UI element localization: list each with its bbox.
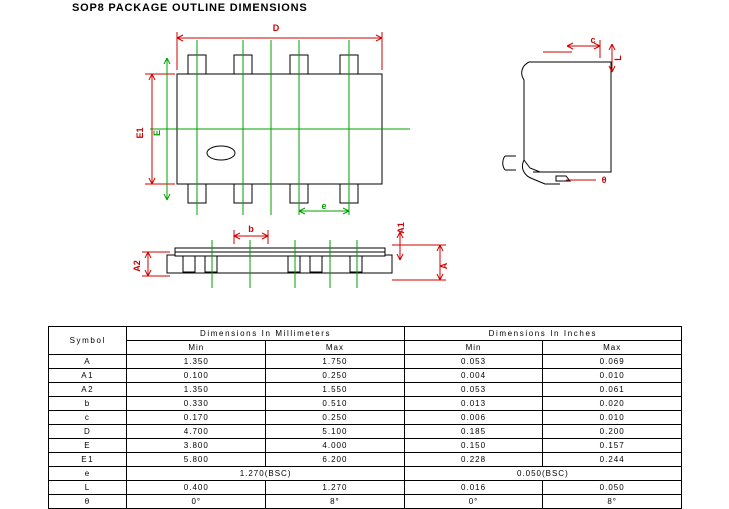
cell-in-min: 0.016 (404, 481, 543, 495)
table-row (49, 425, 682, 439)
dimension-label-A: A (439, 262, 449, 270)
dimension-label-E: E (152, 129, 162, 137)
table-row (49, 467, 682, 481)
table-row (49, 453, 682, 467)
cell-mm-max: 1.750 (266, 355, 405, 369)
cell-in-min: 0.053 (404, 355, 543, 369)
header-mm-min: Min (127, 341, 266, 355)
dimension-label-E1: E1 (135, 127, 145, 139)
cell-mm-max: 5.100 (266, 425, 405, 439)
table-row (49, 481, 682, 495)
cell-symbol: A1 (49, 369, 127, 383)
cell-symbol: E (49, 439, 127, 453)
header-millimeters: Dimensions In Millimeters (127, 327, 404, 341)
cell-mm-min: 0° (127, 495, 266, 509)
cell-symbol: L (49, 481, 127, 495)
cell-mm-min: 0.400 (127, 481, 266, 495)
cell-symbol: E1 (49, 453, 127, 467)
cell-mm-max: 1.550 (266, 383, 405, 397)
dimension-label-c: c (590, 35, 596, 45)
cell-mm-min: 5.800 (127, 453, 266, 467)
cell-symbol: A (49, 355, 127, 369)
cell-symbol: D (49, 425, 127, 439)
cell-in-max: 0.157 (543, 439, 682, 453)
table-row (49, 355, 682, 369)
cell-mm-max: 6.200 (266, 453, 405, 467)
header-in-max: Max (543, 341, 682, 355)
cell-symbol: c (49, 411, 127, 425)
cell-in-min: 0.185 (404, 425, 543, 439)
cell-in-max: 0.200 (543, 425, 682, 439)
header-symbol: Symbol (49, 327, 127, 355)
table-header-group-row (49, 327, 682, 341)
header-inches: Dimensions In Inches (404, 327, 681, 341)
cell-in-min: 0.053 (404, 383, 543, 397)
table-row (49, 397, 682, 411)
cell-mm-max: 4.000 (266, 439, 405, 453)
table-row (49, 383, 682, 397)
cell-mm-max: 0.250 (266, 411, 405, 425)
table-header-sub-row (49, 341, 682, 355)
dimension-label-D: D (272, 23, 280, 33)
cell-mm-min: 4.700 (127, 425, 266, 439)
cell-mm-max: 1.270 (266, 481, 405, 495)
cell-in-min: 0.004 (404, 369, 543, 383)
dimension-label-theta: θ (601, 175, 607, 185)
cell-in-min: 0.150 (404, 439, 543, 453)
table-row (49, 369, 682, 383)
cell-mm-min: 3.800 (127, 439, 266, 453)
cell-symbol: e (49, 467, 127, 481)
dimension-label-b: b (248, 224, 254, 234)
table-row (49, 411, 682, 425)
cell-in-max: 0.244 (543, 453, 682, 467)
cell-mm-min: 0.330 (127, 397, 266, 411)
table-row (49, 439, 682, 453)
cell-mm-min: 1.350 (127, 383, 266, 397)
cell-in-min: 0.228 (404, 453, 543, 467)
dimension-label-L: L (613, 55, 623, 61)
cell-in-min: 0.006 (404, 411, 543, 425)
cell-mm-max: 0.510 (266, 397, 405, 411)
header-in-min: Min (404, 341, 543, 355)
page-title: SOP8 PACKAGE OUTLINE DIMENSIONS (72, 2, 308, 14)
cell-in-span: 0.050(BSC) (404, 467, 681, 481)
cell-in-min: 0° (404, 495, 543, 509)
cell-in-max: 0.010 (543, 411, 682, 425)
cell-mm-max: 8° (266, 495, 405, 509)
cell-in-max: 0.010 (543, 369, 682, 383)
dimension-label-e: e (321, 201, 327, 211)
cell-in-max: 8° (543, 495, 682, 509)
header-mm-max: Max (266, 341, 405, 355)
cell-symbol: b (49, 397, 127, 411)
cell-in-max: 0.020 (543, 397, 682, 411)
dimensions-table (48, 326, 682, 509)
dimension-label-A1: A1 (396, 222, 406, 234)
cell-mm-min: 1.350 (127, 355, 266, 369)
cell-in-min: 0.013 (404, 397, 543, 411)
table-row (49, 495, 682, 509)
dimension-label-A2: A2 (132, 260, 142, 272)
cell-in-max: 0.050 (543, 481, 682, 495)
cell-in-max: 0.069 (543, 355, 682, 369)
cell-in-max: 0.061 (543, 383, 682, 397)
cell-symbol: A2 (49, 383, 127, 397)
cell-mm-max: 0.250 (266, 369, 405, 383)
cell-symbol: θ (49, 495, 127, 509)
cell-mm-span: 1.270(BSC) (127, 467, 404, 481)
cell-mm-min: 0.100 (127, 369, 266, 383)
cell-mm-min: 0.170 (127, 411, 266, 425)
